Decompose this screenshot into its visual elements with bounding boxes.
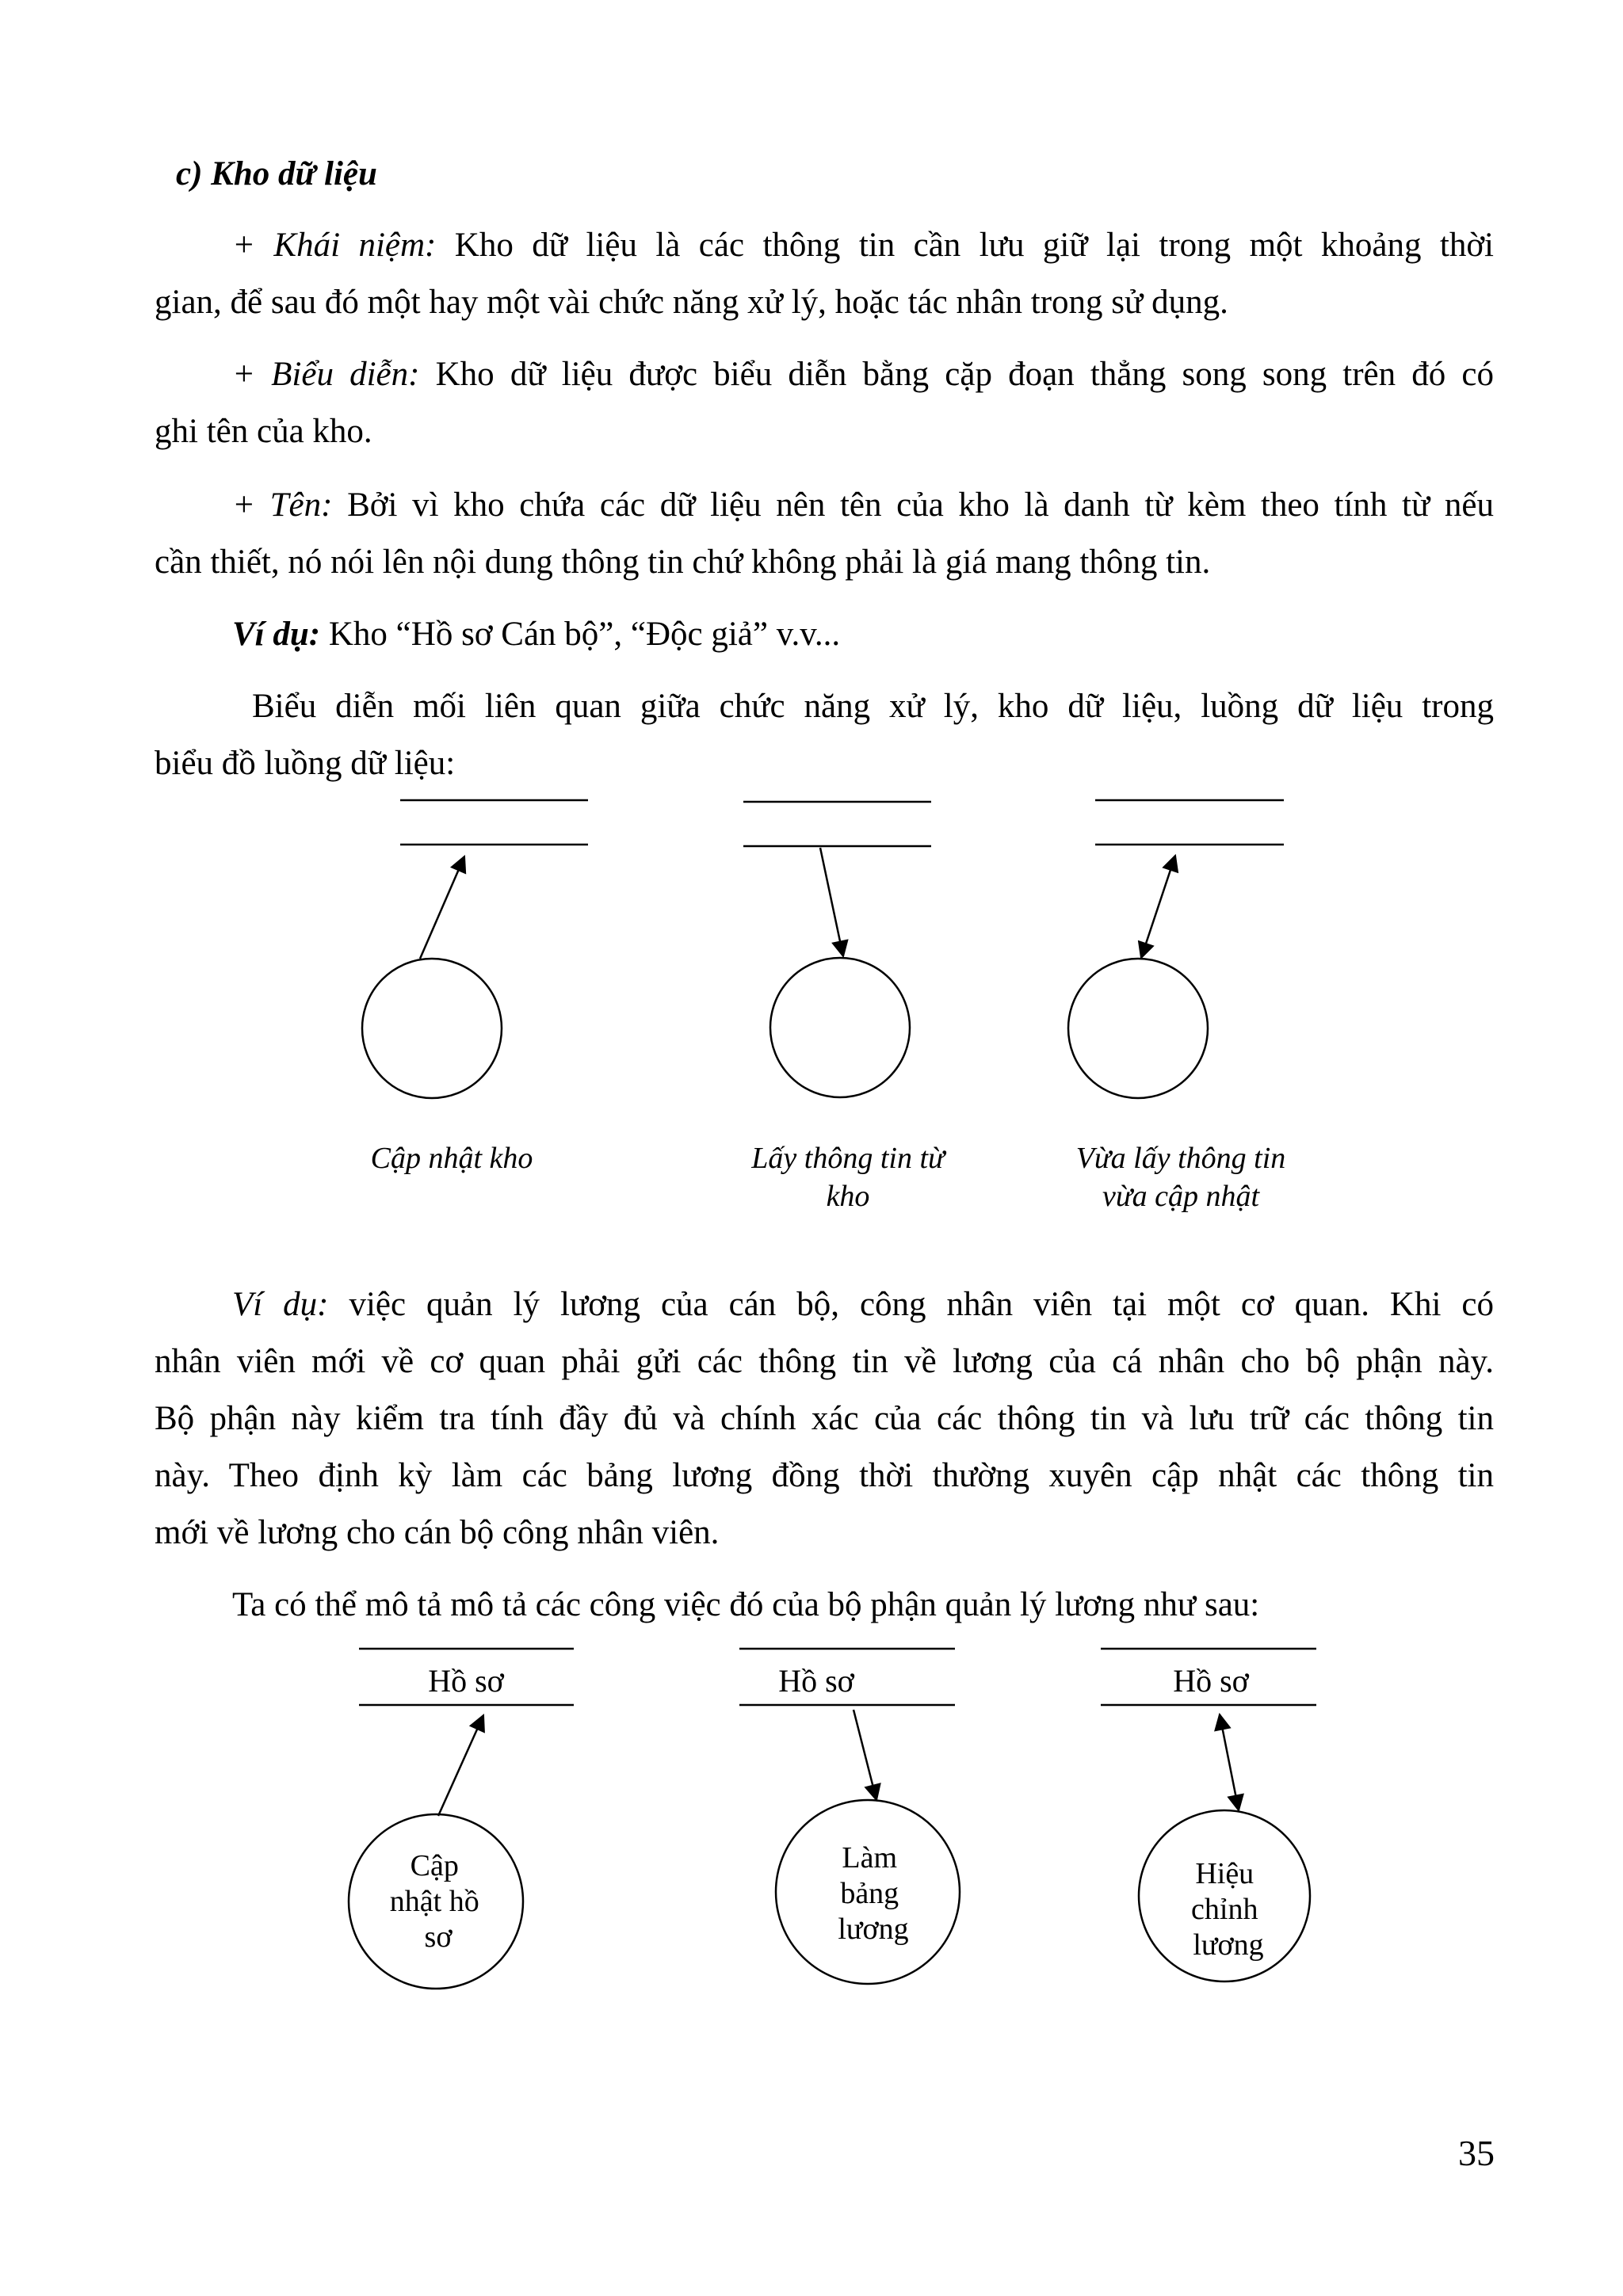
section-heading: c) Kho dữ liệu bbox=[176, 155, 377, 193]
name-label: + Tên: bbox=[232, 486, 333, 524]
representation-label: + Biểu diễn: bbox=[232, 356, 420, 393]
example1-label: Ví dụ: bbox=[232, 616, 321, 653]
flow-arrow-payroll bbox=[854, 1710, 876, 1800]
example2-line-2: nhân viên mới về cơ quan phải gửi các thông tin về lương của cá nhân cho bộ phận này. bbox=[155, 1343, 1494, 1380]
concept-text-1: Kho dữ liệu là các thông tin cần lưu giữ lại trong một khoảng thời bbox=[454, 227, 1495, 264]
store-label-2: Hồ sơ bbox=[778, 1663, 854, 1699]
caption-2-line-2: kho bbox=[826, 1180, 870, 1213]
relation-line-2: biểu đồ luồng dữ liệu: bbox=[155, 745, 456, 782]
caption-3-line-1: Vừa lấy thông tin bbox=[1075, 1142, 1286, 1175]
example2-line-4: này. Theo định kỳ làm các bảng lương đồng thời thường xuyên cập nhật các thông tin bbox=[155, 1457, 1494, 1494]
process-1-label: Cập nhật hồ sơ bbox=[389, 1849, 479, 1954]
example1-text: Kho “Hồ sơ Cán bộ”, “Độc giả” v.v... bbox=[328, 616, 841, 653]
representation-line-2: ghi tên của kho. bbox=[155, 413, 372, 450]
example2-text-1: việc quản lý lương của cán bộ, công nhân viên tại một cơ quan. Khi có bbox=[349, 1286, 1494, 1323]
example2-label: Ví dụ: bbox=[232, 1286, 329, 1323]
describe-line: Ta có thể mô tả mô tả các công việc đó của bộ phận quản lý lương như sau: bbox=[232, 1586, 1260, 1623]
caption-3-line-2: vừa cập nhật bbox=[1102, 1180, 1259, 1213]
process-3-label: Hiệu chỉnh lương bbox=[1191, 1857, 1264, 1962]
flow-arrow-update-records bbox=[438, 1715, 483, 1816]
store-label-1: Hồ sơ bbox=[428, 1663, 504, 1699]
relation-line-1: Biểu diễn mối liên quan giữa chức năng xử lý, kho dữ liệu, luồng dữ liệu trong bbox=[252, 688, 1494, 725]
name-line-2: cần thiết, nó nói lên nội dung thông tin chứ không phải là giá mang thông tin. bbox=[155, 543, 1211, 581]
example2-line-3: Bộ phận này kiểm tra tính đầy đủ và chính xác của các thông tin và lưu trữ các thông tin bbox=[155, 1400, 1494, 1437]
process-2-label: Làm bảng lương bbox=[838, 1841, 909, 1946]
concept-label: + Khái niệm: bbox=[232, 227, 437, 264]
flow-arrow-adjust bbox=[1220, 1714, 1239, 1810]
representation-text-1: Kho dữ liệu được biểu diễn bằng cặp đoạn thẳng song song trên đó có bbox=[435, 356, 1495, 393]
example2-line-5: mới về lương cho cán bộ công nhân viên. bbox=[155, 1514, 720, 1551]
page-number: 35 bbox=[1458, 2133, 1495, 2173]
concept-line-2: gian, để sau đó một hay một vài chức năng xử lý, hoặc tác nhân trong sử dụng. bbox=[155, 284, 1228, 321]
name-text-1: Bởi vì kho chứa các dữ liệu nên tên của kho là danh từ kèm theo tính từ nếu bbox=[347, 486, 1495, 524]
caption-2-line-1: Lấy thông tin từ bbox=[751, 1142, 945, 1175]
store-label-3: Hồ sơ bbox=[1173, 1663, 1249, 1699]
caption-1-line-1: Cập nhật kho bbox=[370, 1142, 533, 1175]
